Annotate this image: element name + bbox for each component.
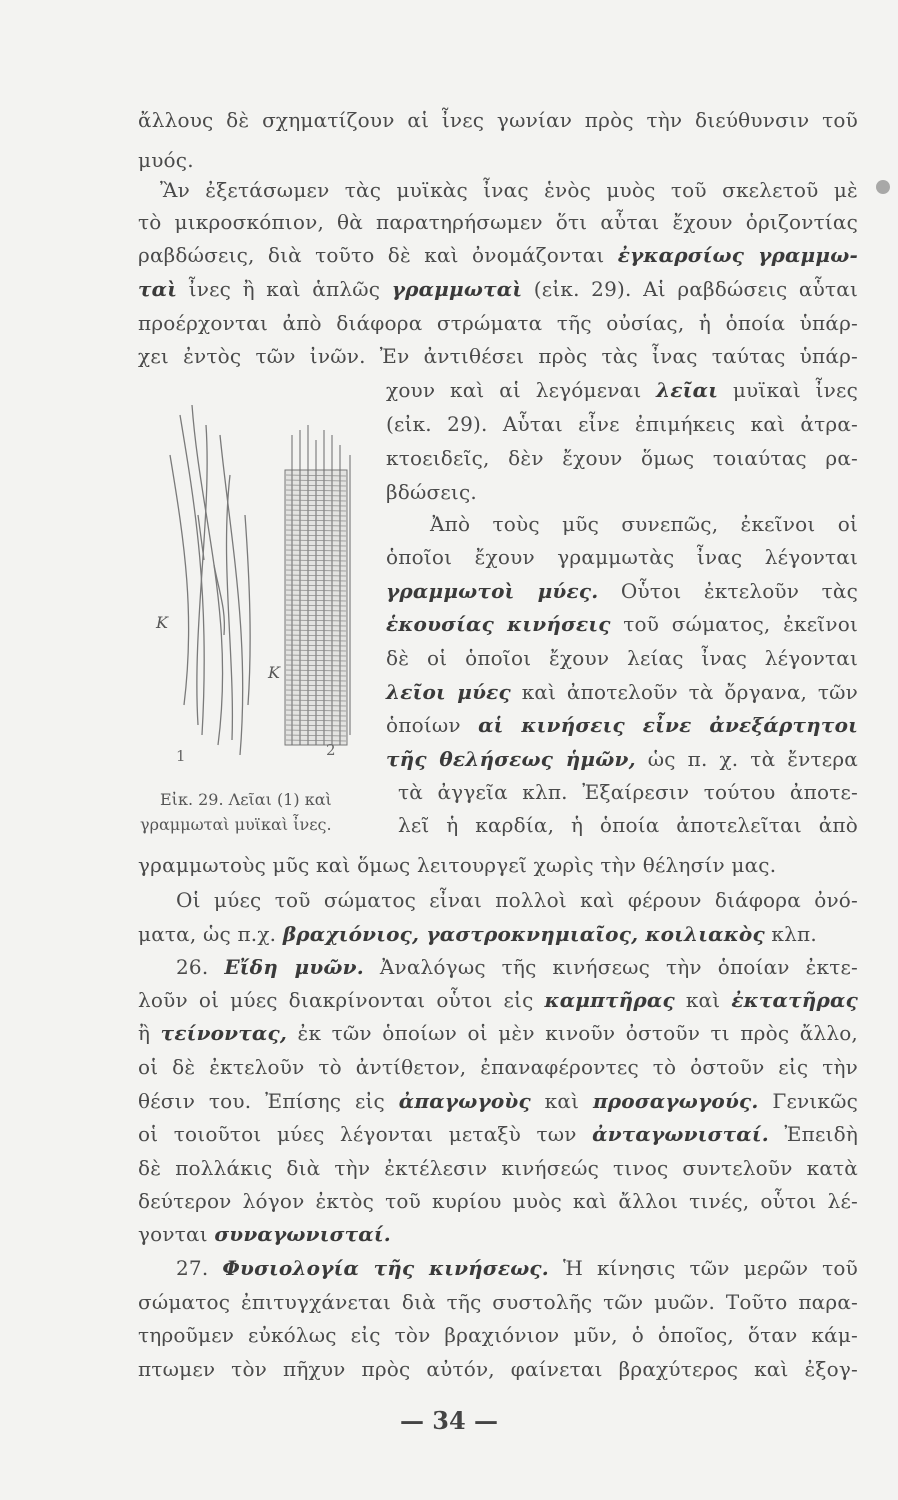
text-span: Ἀναλόγως τῆς κινήσεως τὴν ὁποίαν ἐκτε- (379, 955, 858, 979)
text-span: ὁποίων (386, 713, 461, 737)
text-line: λεῖ ἡ καρδία, ἡ ὁποία ἀποτελεῖται ἀπὸ (398, 813, 858, 837)
term-bold: τείνοντας, (160, 1021, 288, 1045)
text-line: Ἂν ἐξετάσωμεν τὰς μυϊκὰς ἶνας ἑνὸς μυὸς τοῦ σκελετοῦ μὲ (160, 178, 858, 202)
text-span: χουν καὶ αἱ λεγόμεναι (386, 378, 642, 402)
text-line: μυός. (138, 148, 194, 172)
term-bold: γραμμωτοὶ μύες. (386, 579, 599, 603)
text-line: σώματος ἐπιτυγχάνεται διὰ τῆς συστολῆς τῶν μυῶν. Τοῦτο παρα- (138, 1290, 858, 1314)
term-bold: καμπτῆρας (544, 988, 675, 1012)
text-line: βδώσεις. (386, 480, 477, 504)
text-line (138, 1222, 858, 1246)
text-line (386, 378, 858, 402)
term-bold: ἀπαγωγοὺς (398, 1089, 531, 1113)
text-span: ὡς π. χ. τὰ ἔντερα (647, 747, 859, 771)
text-line: (εἰκ. 29). Αὗται εἶνε ἐπιμήκεις καὶ ἀτρα- (386, 412, 858, 436)
figure-caption: γραμμωταὶ μυϊκαὶ ἶνες. (140, 815, 332, 834)
section-title: Φυσιολογία τῆς κινήσεως. (222, 1256, 549, 1280)
text-line: ὁποῖοι ἔχουν γραμμωτὰς ἶνας λέγονται (386, 545, 858, 569)
text-line: Οἱ μύες τοῦ σώματος εἶναι πολλοὶ καὶ φέρουν διάφορα ὀνό- (176, 888, 858, 912)
figure-number-1: 1 (176, 747, 186, 765)
text-span: κλπ. (771, 922, 817, 946)
text-line: Ἀπὸ τοὺς μῦς συνεπῶς, ἐκεῖνοι οἱ (430, 512, 858, 536)
term-bold: ἐκτατῆρας (731, 988, 858, 1012)
term-bold: ἐγκαρσίως γραμμω- (617, 243, 858, 267)
text-line: ἄλλους δὲ σχηματίζουν αἱ ἶνες γωνίαν πρὸς τὴν διεύθυνσιν τοῦ (138, 108, 858, 132)
text-span: μυϊκαὶ ἶνες (732, 378, 858, 402)
page-number: — 34 — (399, 1406, 499, 1435)
figure-number-2: 2 (326, 741, 336, 759)
term-bold: ταὶ (138, 277, 178, 301)
text-line: χει ἐντὸς τῶν ἰνῶν. Ἐν ἀντιθέσει πρὸς τὰς ἶνας ταύτας ὑπάρ- (138, 344, 858, 368)
text-span: λοῦν οἱ μύες διακρίνονται οὗτοι εἰς (138, 988, 534, 1012)
text-span: ἢ (138, 1021, 151, 1045)
figure-caption: Εἰκ. 29. Λεῖαι (1) καὶ (160, 790, 332, 809)
text-line (386, 612, 858, 636)
section-title: Εἴδη μυῶν. (224, 955, 364, 979)
text-span: Γενικῶς (772, 1089, 859, 1113)
text-line: τὸ μικροσκόπιον, θὰ παρατηρήσωμεν ὅτι αὗται ἔχουν ὁριζοντίας (138, 210, 858, 234)
section-number: 26. (176, 955, 209, 979)
text-span: γονται (138, 1222, 208, 1246)
text-line: κτοειδεῖς, δὲν ἔχουν ὅμως τοιαύτας ρα- (386, 446, 858, 470)
term-bold: ἀνταγωνισταί. (592, 1122, 769, 1146)
text-span: Ἐπειδὴ (784, 1122, 859, 1146)
text-line: πτωμεν τὸν πῆχυν πρὸς αὐτόν, φαίνεται βραχύτερος καὶ ἐξογ- (138, 1357, 858, 1381)
text-line: δεύτερον λόγον ἐκτὸς τοῦ κυρίου μυὸς καὶ ἄλλοι τινές, οὗτοι λέ- (138, 1189, 858, 1213)
figure-label-k: K (268, 663, 280, 682)
text-line: οἱ δὲ ἐκτελοῦν τὸ ἀντίθετον, ἐπαναφέροντες τὸ ὀστοῦν εἰς τὴν (138, 1055, 858, 1079)
term-bold: αἱ κινήσεις εἶνε ἀνεξάρτητοι (478, 713, 858, 737)
term-bold: λεῖαι (656, 378, 719, 402)
text-line (386, 680, 858, 704)
figure-label-k: K (156, 613, 168, 632)
text-line (138, 922, 858, 946)
text-span: τοῦ σώματος, ἐκεῖνοι (623, 612, 858, 636)
muscle-fibers-illustration (140, 395, 380, 775)
text-line: τηροῦμεν εὐκόλως εἰς τὸν βραχιόνιον μῦν, ὁ ὁποῖος, ὅταν κάμ- (138, 1323, 858, 1347)
smooth-fibers (170, 405, 250, 755)
ink-spot (876, 180, 890, 194)
term-bold: ἑκουσίας κινήσεις (386, 612, 611, 636)
text-line: προέρχονται ἀπὸ διάφορα στρώματα τῆς οὐσίας, ἡ ὁποία ὑπάρ- (138, 311, 858, 335)
text-line (386, 713, 858, 737)
term-bold: συναγωνισταί. (214, 1222, 391, 1246)
text-span: Οὗτοι ἐκτελοῦν τὰς (620, 579, 858, 603)
text-span: καὶ (685, 988, 721, 1012)
text-span: θέσιν του. Ἐπίσης εἰς (138, 1089, 385, 1113)
text-line: δὲ οἱ ὁποῖοι ἔχουν λείας ἶνας λέγονται (386, 646, 858, 670)
text-line (138, 1021, 858, 1045)
text-span: καὶ (544, 1089, 580, 1113)
term-bold: γραμμωταὶ (391, 277, 523, 301)
text-line: δὲ πολλάκις διὰ τὴν ἐκτέλεσιν κινήσεώς τινος συντελοῦν κατὰ (138, 1156, 858, 1180)
term-bold: βραχιόνιος, γαστροκνημιαῖος, κοιλιακὸς (282, 922, 765, 946)
text-span: ἶνες ἢ καὶ ἁπλῶς (188, 277, 381, 301)
text-span: ἐκ τῶν ὁποίων οἱ μὲν κινοῦν ὀστοῦν τι πρὸς ἄλλο, (297, 1021, 858, 1045)
section-heading-line (176, 1256, 858, 1280)
term-bold: τῆς θελήσεως ἡμῶν, (386, 747, 636, 771)
figure-29 (140, 395, 380, 775)
text-line (386, 747, 858, 771)
term-bold: λεῖοι μύες (386, 680, 511, 704)
text-span: ματα, ὡς π.χ. (138, 922, 277, 946)
text-line (138, 277, 858, 301)
text-line (138, 1089, 858, 1113)
text-span: οἱ τοιοῦτοι μύες λέγονται μεταξὺ των (138, 1122, 577, 1146)
section-heading-line (176, 955, 858, 979)
text-line (138, 988, 858, 1012)
text-span: Ἡ κίνησις τῶν μερῶν τοῦ (562, 1256, 859, 1280)
text-line (386, 579, 858, 603)
section-number: 27. (176, 1256, 209, 1280)
text-span: ραβδώσεις, διὰ τοῦτο δὲ καὶ ὀνομάζονται (138, 243, 605, 267)
text-line: γραμμωτοὺς μῦς καὶ ὅμως λειτουργεῖ χωρὶς τὴν θέλησίν μας. (138, 853, 777, 877)
text-span: καὶ ἀποτελοῦν τὰ ὄργανα, τῶν (521, 680, 858, 704)
text-line (138, 1122, 858, 1146)
text-line: τὰ ἀγγεῖα κλπ. Ἐξαίρεσιν τούτου ἀποτε- (398, 780, 858, 804)
text-line (138, 243, 858, 267)
text-span: (εἰκ. 29). Αἱ ραβδώσεις αὗται (533, 277, 859, 301)
term-bold: προσαγωγούς. (592, 1089, 759, 1113)
